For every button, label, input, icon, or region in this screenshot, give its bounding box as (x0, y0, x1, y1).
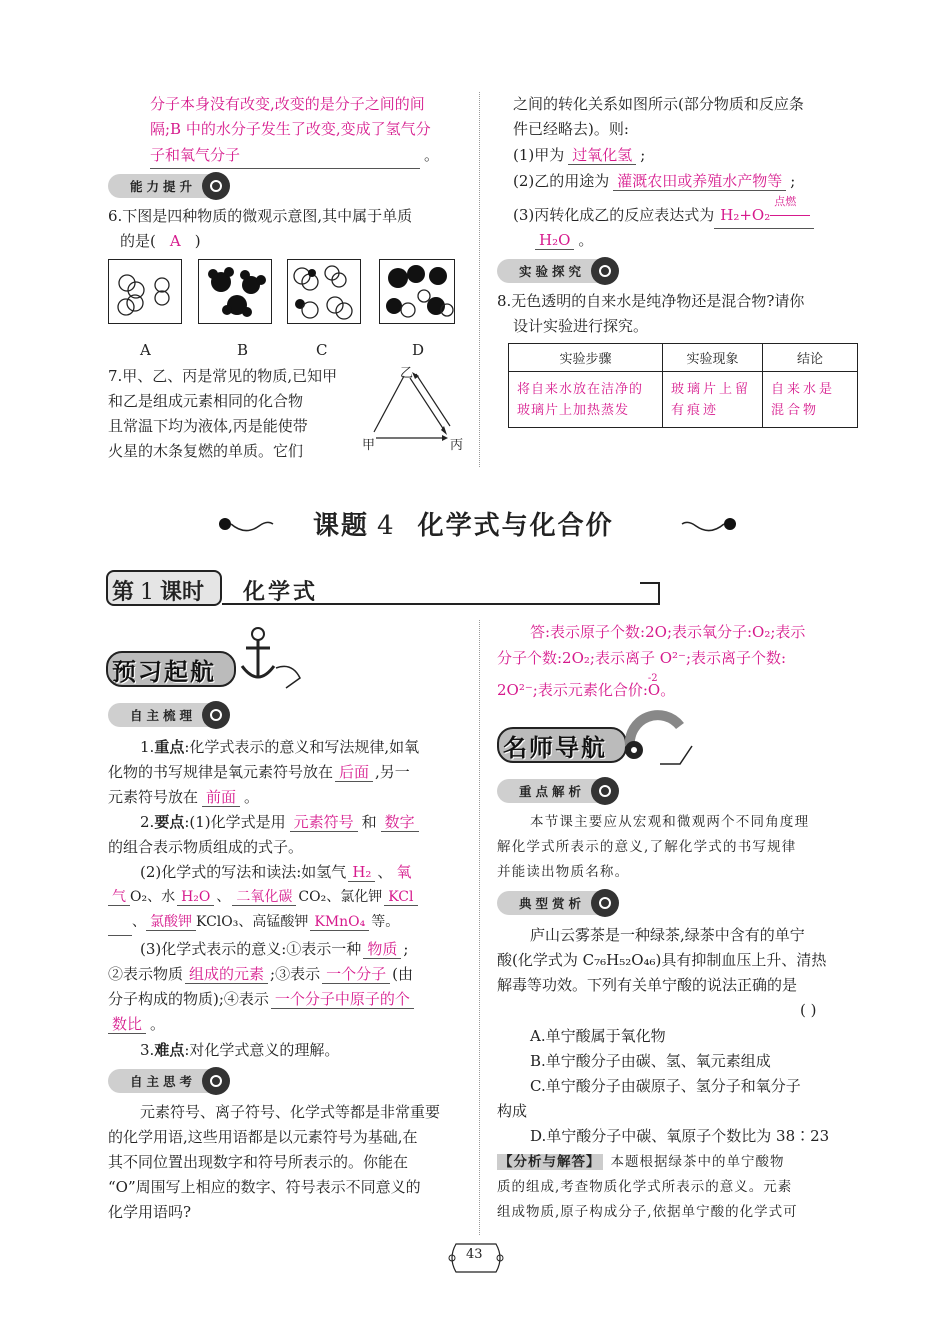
q8-line-2: 设计实验进行探究。 (513, 317, 649, 335)
fig-label-a: A (140, 341, 151, 359)
q7-line-4: 火星的木条复燃的单质。它们 (108, 442, 304, 460)
answer-line-2: 分子个数:2O₂;表示离子 O²⁻;表示离子个数: (497, 649, 787, 667)
p2-3-line-3: 分子构成的物质);④表示 一个分子中原子的个 (108, 987, 414, 1012)
q7-part-2: (2)乙的用途为 灌溉农田或养殖水产物等 ; (513, 172, 796, 190)
p2-2-line-3: 、 氯酸钾 KClO₃、高锰酸钾 KMnO₄ 等。 (108, 910, 399, 936)
think-line-2: 的化学用语,这些用语都是以元素符号为基础,在 (108, 1128, 418, 1146)
section-name: 化学式 (243, 580, 319, 605)
think-line-1: 元素符号、离子符号、化学式等都是非常重要 (140, 1103, 441, 1121)
q7-line-2: 和乙是组成元素相同的化合物 (108, 392, 304, 410)
example-line-2: 酸(化学式为 C₇₆H₅₂O₄₆)具有抑制血压上升、清热 (497, 951, 827, 969)
column-divider-bottom (479, 620, 480, 1235)
tag-review: 自主梳理 (108, 703, 224, 727)
answer-line-1: 答:表示原子个数:2O;表示氧分子:O₂;表示 (530, 623, 806, 641)
p2-line-1: 2.要点:(1)化学式是用 元素符号 和 数字 (140, 810, 423, 835)
key-line-1: 本节课主要应从宏观和微观两个不同角度理 (530, 814, 810, 830)
tag-think: 自主思考 (108, 1069, 224, 1093)
badge-preview: 预习起航 (112, 658, 216, 686)
p2-3-line-4: 数比 。 (108, 1012, 165, 1037)
page-number: 43 (466, 1247, 483, 1262)
p2-3-line-1: (3)化学式表示的意义:①表示一种 物质 ; (140, 940, 409, 958)
magnifier-icon (202, 1067, 230, 1095)
key-line-3: 并能读出物质名称。 (497, 864, 630, 880)
magnifier-icon (202, 172, 230, 200)
table-header: 结论 (763, 344, 858, 372)
conversion-triangle (360, 362, 470, 454)
tag-ability: 能力提升 (108, 174, 224, 198)
section-corner (640, 582, 660, 604)
tri-label-bing: 丙 (450, 438, 464, 453)
tag-typical: 典型赏析 (497, 891, 613, 915)
table-cell: 自来水是混合物 (763, 372, 858, 428)
p2-3-line-2: ②表示物质 组成的元素 ;③表示 一个分子 (由 (108, 965, 413, 983)
figure-d (379, 259, 455, 324)
p2-line-2: 的组合表示物质组成的式子。 (108, 838, 304, 856)
option-a: A.单宁酸属于氧化物 (530, 1027, 666, 1045)
analysis-line-3: 组成物质,原子构成分子,依据单宁酸的化学式可 (497, 1204, 798, 1220)
think-line-5: 化学用语吗? (108, 1203, 192, 1221)
analysis-line-2: 质的组成,考查物质化学式所表示的意义。元素 (497, 1179, 793, 1195)
q7-line-1: 7.甲、乙、丙是常见的物质,已知甲 (108, 367, 338, 385)
magnifier-icon (591, 257, 619, 285)
figure-c (287, 259, 361, 324)
p2-2-line-2: 气 O₂、水 H₂O 、 二氧化碳 CO₂、氯化钾 KCl (108, 885, 418, 910)
option-c: C.单宁酸分子由碳原子、氢分子和氧分子 (530, 1077, 801, 1095)
q7c-line-1: 之间的转化关系如图所示(部分物质和反应条 (513, 95, 804, 113)
p2-2-line-1: (2)化学式的写法和读法:如氢气 H₂ 、 氧 (140, 863, 412, 881)
table-header: 实验现象 (663, 344, 763, 372)
q7c-line-2: 件已经略去)。则: (513, 120, 629, 138)
answer-parens: ( ) (800, 1001, 817, 1019)
section-underline (222, 603, 660, 605)
figure-a (108, 259, 182, 324)
column-divider-top (479, 92, 480, 467)
table-cell: 将自来水放在洁净的玻璃片上加热蒸发 (509, 372, 663, 428)
badge-guide: 名师导航 (503, 734, 607, 762)
think-line-4: “O”周围写上相应的数字、符号表示不同意义的 (108, 1178, 421, 1196)
tag-experiment: 实验探究 (497, 259, 613, 283)
think-line-3: 其不同位置出现数字和符号所表示的。你能在 (108, 1153, 409, 1171)
table-header: 实验步骤 (509, 344, 663, 372)
fig-label-c: C (316, 341, 328, 359)
p3-line: 3.难点:对化学式意义的理解。 (140, 1041, 340, 1059)
option-b: B.单宁酸分子由碳、氢、氧元素组成 (530, 1052, 771, 1070)
section-label: 第 1 课时 (112, 580, 205, 605)
gauge-icon (620, 706, 700, 772)
q7-part-3: (3)丙转化成乙的反应表达式为 H₂+O₂ 点燃 (513, 203, 814, 229)
experiment-table (508, 343, 858, 428)
key-line-2: 解化学式所表示的意义,了解化学式的书写规律 (497, 839, 797, 855)
analysis-tag: 【分析与解答】 (499, 1154, 601, 1170)
magnifier-icon (591, 777, 619, 805)
magnifier-icon (591, 889, 619, 917)
fig-label-d: D (412, 341, 425, 359)
p1-line-3: 元素符号放在 前面 。 (108, 788, 260, 806)
cont-line-3: 子和氧气分子 。 (150, 143, 439, 169)
figure-b (198, 259, 272, 324)
lesson-title: 课题 4 化学式与化合价 (313, 511, 614, 541)
q7-part-3-cont: H₂O 。 (535, 228, 593, 253)
swirl-ornament-left (215, 510, 275, 538)
tag-key: 重点解析 (497, 779, 613, 803)
tri-label-jia: 甲 (362, 438, 376, 453)
tri-label-yi: 乙 (400, 366, 414, 381)
cont-line-2: 隔;B 中的水分子发生了改变,变成了氢气分 (150, 120, 431, 138)
p1-line-1: 1.重点:化学式表示的意义和写法规律,如氧 (140, 738, 420, 756)
q7-line-3: 且常温下均为液体,丙是能使带 (108, 417, 308, 435)
example-line-1: 庐山云雾茶是一种绿茶,绿茶中含有的单宁 (530, 926, 805, 944)
q7-part-1: (1)甲为 过氧化氢 ; (513, 146, 646, 164)
analysis-line-1: 【分析与解答】 本题根据绿茶中的单宁酸物 (499, 1154, 785, 1170)
table-cell: 玻璃片上留有痕迹 (663, 372, 763, 428)
magnifier-icon (202, 701, 230, 729)
option-d: D.单宁酸分子中碳、氧原子个数比为 38∶23 (530, 1127, 830, 1145)
example-line-3: 解毒等功效。下列有关单宁酸的说法正确的是 (497, 976, 798, 994)
option-c-cont: 构成 (497, 1102, 528, 1120)
answer-line-3: 2O²⁻;表示元素化合价: -2 O。 (497, 673, 676, 699)
anchor-icon (236, 622, 306, 692)
p1-line-2: 化物的书写规律是氧元素符号放在 后面 ,另一 (108, 763, 410, 781)
swirl-ornament-right (680, 510, 740, 538)
cont-line-1: 分子本身没有改变,改变的是分子之间的间 (150, 95, 425, 113)
q8-line-1: 8.无色透明的自来水是纯净物还是混合物?请你 (497, 292, 805, 310)
q6-line-1: 6.下图是四种物质的微观示意图,其中属于单质 (108, 207, 413, 225)
q6-line-2: 的是( A ) (120, 232, 201, 250)
fig-label-b: B (237, 341, 249, 359)
